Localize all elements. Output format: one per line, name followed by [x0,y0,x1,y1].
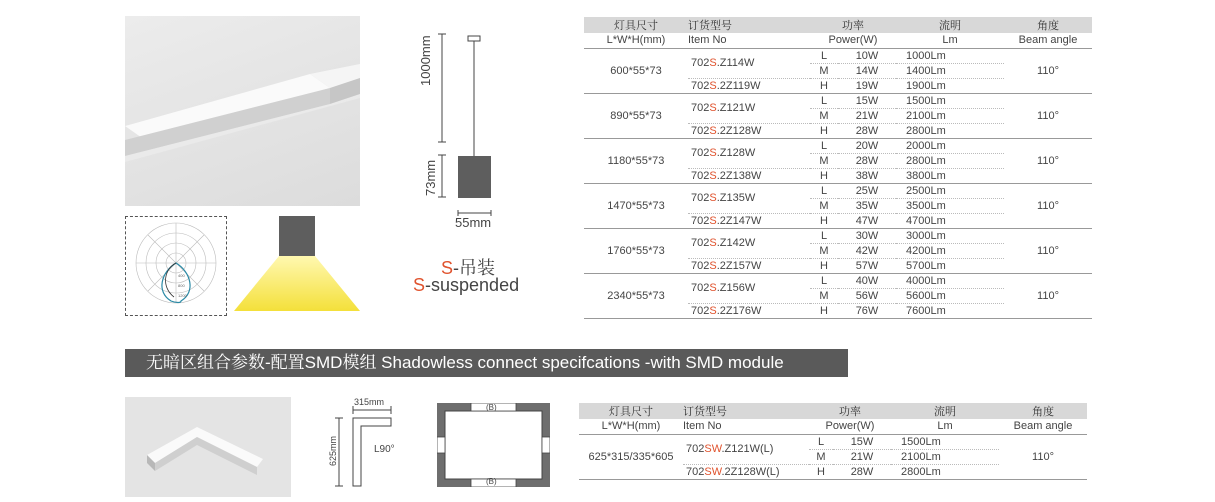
beam-angle-cell: 110° [1004,183,1092,228]
header-size: 灯具尺寸 [579,403,683,419]
item-number: 702S.2Z119W [688,78,810,93]
power-value: 35W [838,198,896,213]
item-number: 702S.Z114W [688,48,810,78]
table-row [584,183,1092,198]
header-angle: 角度 [999,403,1087,419]
lumen-value: 4200Lm [896,243,1004,258]
lumen-value: 5700Lm [896,258,1004,273]
power-value: 28W [833,464,891,479]
power-value: 19W [838,78,896,93]
power-level: L [810,138,838,153]
lumen-value: 1500Lm [891,434,999,449]
lumen-value: 7600Lm [896,303,1004,318]
linear-light-bar-image [125,16,360,206]
svg-text:400: 400 [178,273,185,278]
lumen-value: 2800Lm [896,123,1004,138]
power-value: 21W [833,449,891,464]
frame-assembly-drawing [437,403,550,487]
size-cell: 2340*55*73 [584,273,688,318]
power-level: H [810,258,838,273]
size-cell: 1180*55*73 [584,138,688,183]
header-item-en: Item No [688,33,810,48]
lumen-value: 1400Lm [896,63,1004,78]
power-level: M [810,108,838,123]
svg-text:1200: 1200 [178,293,187,298]
size-cell: 600*55*73 [584,48,688,93]
table-row [584,93,1092,108]
light-distribution-chart [125,216,227,316]
beam-angle-cell: 110° [1004,48,1092,93]
header-power-en: Power(W) [810,33,896,48]
lumen-value: 2000Lm [896,138,1004,153]
item-number: 702SW.2Z128W(L) [683,464,809,479]
product-photo [125,16,360,206]
power-level: H [810,168,838,183]
item-number: 702S.Z128W [688,138,810,168]
section-banner: 无暗区组合参数-配置SMD模组 Shadowless connect specifcations -with SMD module [125,349,848,377]
power-level: L [810,273,838,288]
lumen-value: 2800Lm [896,153,1004,168]
item-number: 702S.2Z147W [688,213,810,228]
power-level: L [810,183,838,198]
size-cell: 1470*55*73 [584,183,688,228]
body-height-label: 73mm [423,159,438,196]
item-number: 702S.2Z138W [688,168,810,183]
power-value: 20W [838,138,896,153]
item-number: 702S.Z135W [688,183,810,213]
lumen-value: 1900Lm [896,78,1004,93]
header-angle-en: Beam angle [999,419,1087,434]
size-cell: 1760*55*73 [584,228,688,273]
power-value: 21W [838,108,896,123]
lumen-value: 2500Lm [896,183,1004,198]
power-level: L [810,93,838,108]
item-number: 702S.Z156W [688,273,810,303]
power-level: H [810,213,838,228]
table-row [584,48,1092,63]
item-number: 702S.2Z128W [688,123,810,138]
cable-length-label: 1000mm [418,35,433,86]
beam-angle-cell: 110° [1004,273,1092,318]
item-number: 702S.Z142W [688,228,810,258]
lumen-value: 1000Lm [896,48,1004,63]
header-lumen: 流明 [891,403,999,419]
header-power: 功率 [809,403,891,419]
light-beam-illustration [234,216,360,316]
beam-angle-cell: 110° [1004,93,1092,138]
power-level: M [809,449,833,464]
item-number: 702S.Z121W [688,93,810,123]
power-level: L [810,228,838,243]
header-item: 订货型号 [683,403,809,419]
power-value: 40W [838,273,896,288]
power-value: 76W [838,303,896,318]
power-value: 14W [838,63,896,78]
lumen-value: 2800Lm [891,464,999,479]
power-value: 42W [838,243,896,258]
lumen-value: 3500Lm [896,198,1004,213]
power-level: H [809,464,833,479]
power-level: L [809,434,833,449]
power-value: 15W [838,93,896,108]
header-item: 订货型号 [688,17,810,33]
header-lumen-en: Lm [891,419,999,434]
svg-text:800: 800 [178,283,185,288]
table-row [584,138,1092,153]
lumen-value: 4700Lm [896,213,1004,228]
header-item-en: Item No [683,419,809,434]
header-size-en: L*W*H(mm) [584,33,688,48]
table-row [584,273,1092,288]
power-value: 38W [838,168,896,183]
lumen-value: 4000Lm [896,273,1004,288]
header-size: 灯具尺寸 [584,17,688,33]
lumen-value: 2100Lm [896,108,1004,123]
header-power-en: Power(W) [809,419,891,434]
power-value: 28W [838,153,896,168]
item-number: 702S.2Z157W [688,258,810,273]
item-number: 702S.2Z176W [688,303,810,318]
power-level: H [810,303,838,318]
power-value: 28W [838,123,896,138]
power-level: H [810,123,838,138]
power-level: M [810,288,838,303]
power-value: 30W [838,228,896,243]
mount-mode-en: S-suspended [413,275,520,295]
header-lumen-en: Lm [896,33,1004,48]
lumen-value: 3000Lm [896,228,1004,243]
power-level: L [810,48,838,63]
spec-table-shadowless [579,403,1087,480]
power-level: M [810,243,838,258]
size-cell: 890*55*73 [584,93,688,138]
corner-width-label: 315mm [354,397,385,407]
power-level: M [810,198,838,213]
power-value: 15W [833,434,891,449]
corner-angle-label: L90° [374,444,395,455]
corner-height-label: 625mm [328,435,338,466]
header-power: 功率 [810,17,896,33]
power-value: 47W [838,213,896,228]
header-angle: 角度 [1004,17,1092,33]
table-row [579,434,1087,449]
frame-label-bottom: (B) [486,477,497,486]
beam-angle-cell: 110° [1004,138,1092,183]
header-angle-en: Beam angle [1004,33,1092,48]
corner-product-photo [125,397,291,497]
table-row [584,228,1092,243]
power-value: 10W [838,48,896,63]
item-number: 702SW.Z121W(L) [683,434,809,464]
header-size-en: L*W*H(mm) [579,419,683,434]
beam-angle-cell: 110° [999,434,1087,479]
body-width-label: 55mm [455,215,492,230]
power-level: M [810,63,838,78]
lumen-value: 2100Lm [891,449,999,464]
power-value: 25W [838,183,896,198]
frame-label-top: (B) [486,403,497,412]
lumen-value: 1500Lm [896,93,1004,108]
beam-angle-cell: 110° [1004,228,1092,273]
size-cell: 625*315/335*605 [579,434,683,479]
power-level: H [810,78,838,93]
lumen-value: 5600Lm [896,288,1004,303]
spec-table-suspended [584,17,1092,319]
power-value: 56W [838,288,896,303]
lumen-value: 3800Lm [896,168,1004,183]
power-level: M [810,153,838,168]
mount-mode-zh: S-吊装 [441,258,496,278]
power-value: 57W [838,258,896,273]
header-lumen: 流明 [896,17,1004,33]
